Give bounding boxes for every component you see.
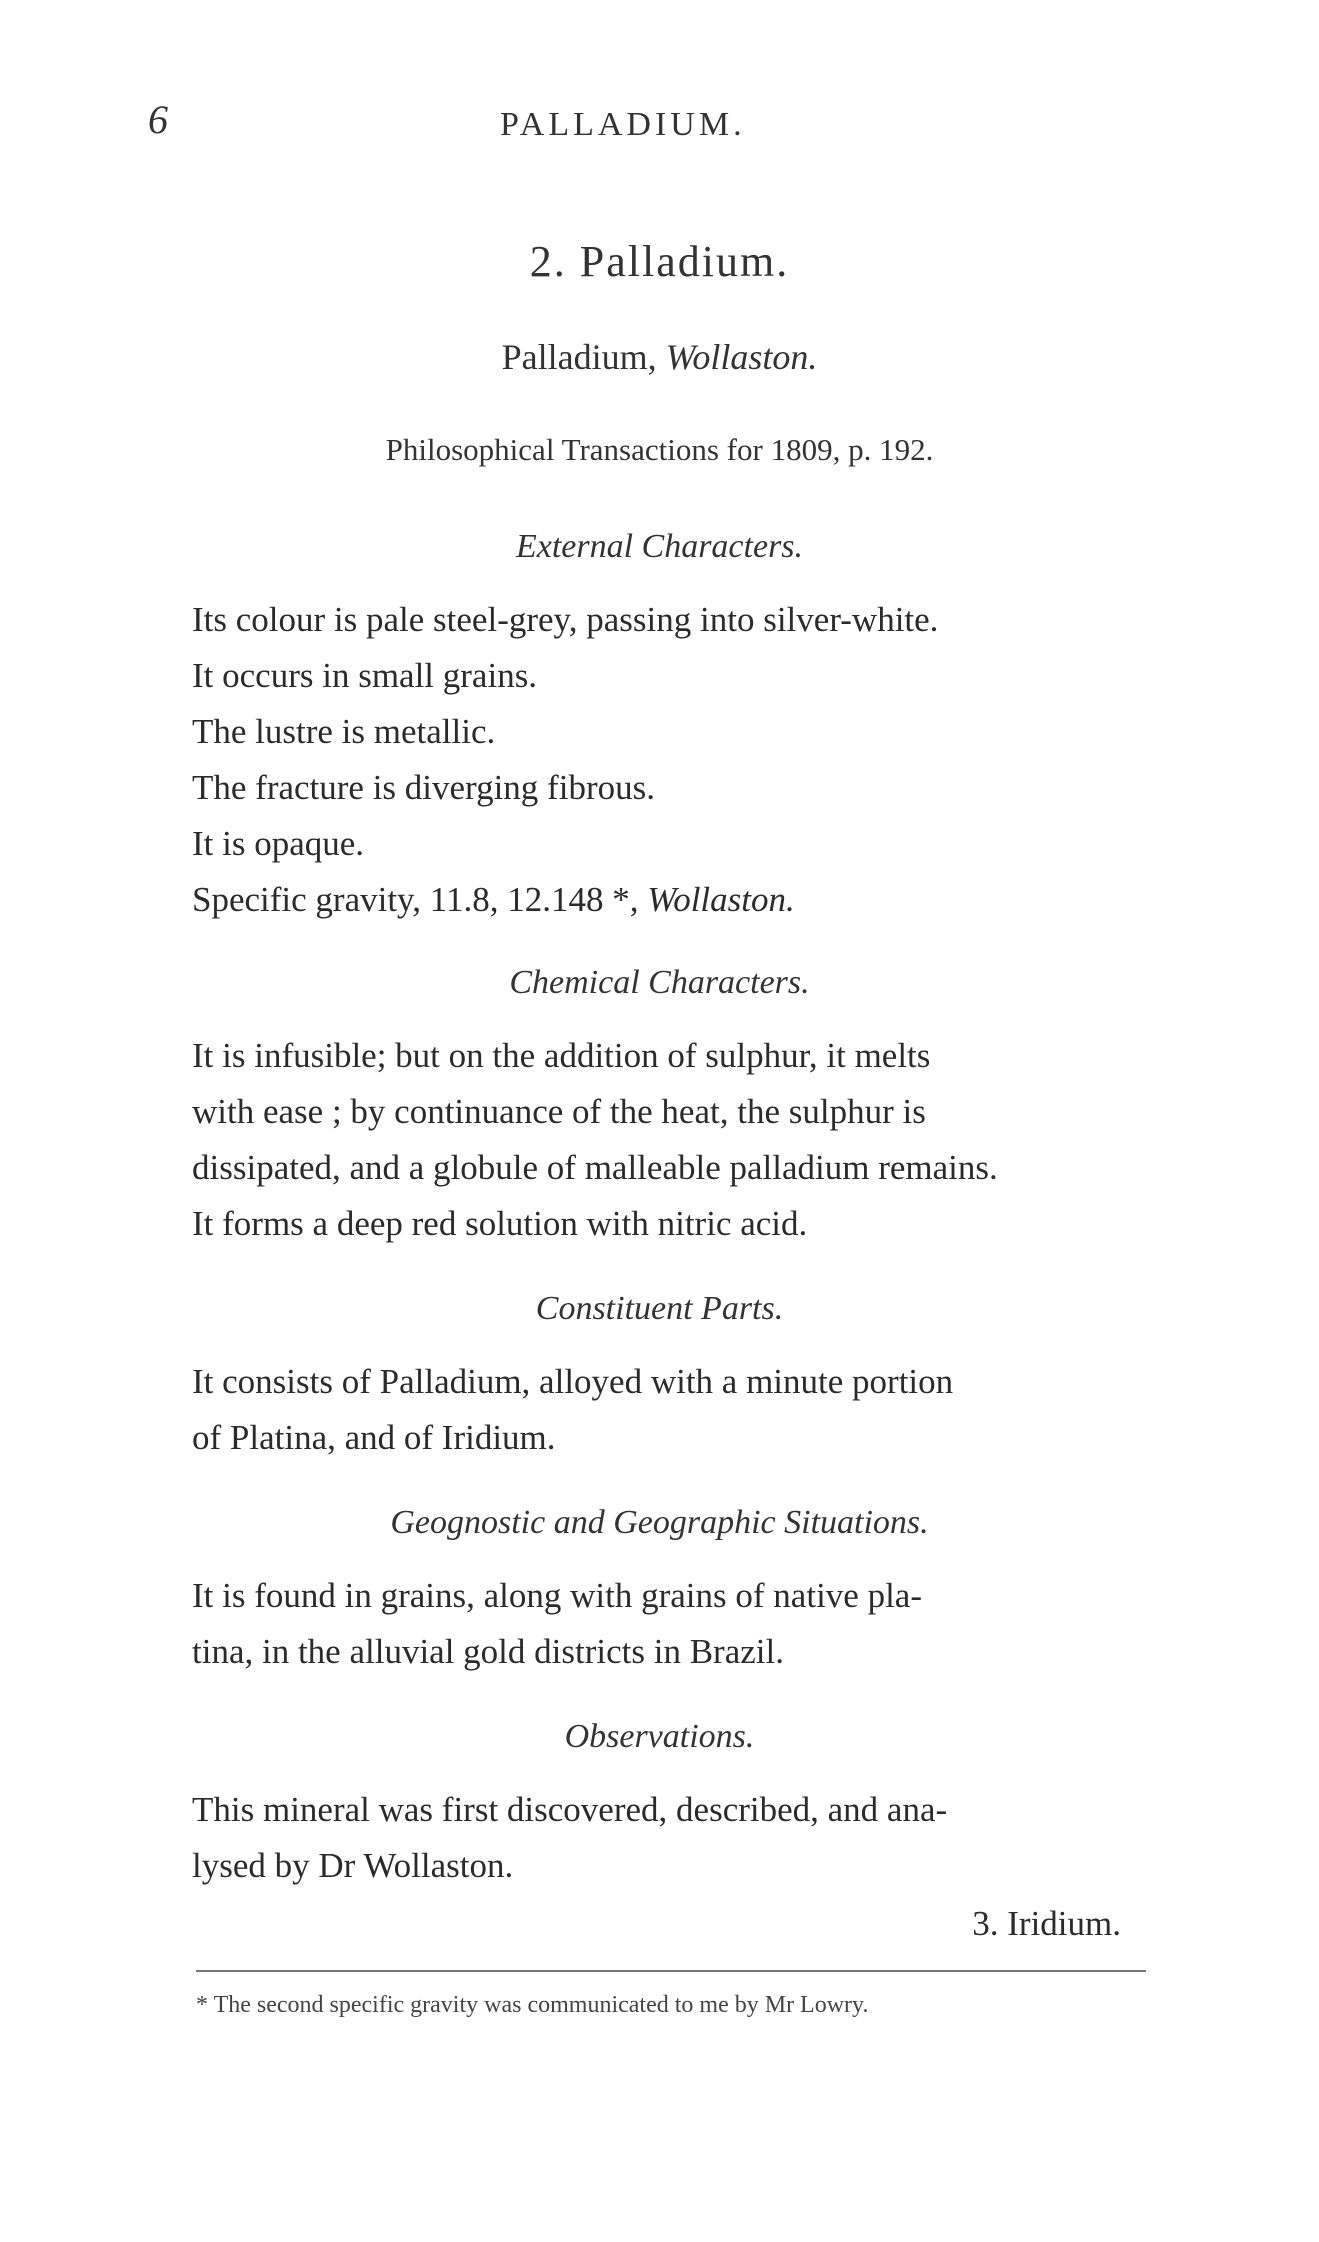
chemical-heading: Chemical Characters.	[509, 964, 810, 1001]
constituent-line: of Platina, and of Iridium.	[192, 1418, 556, 1457]
observations-heading: Observations.	[564, 1718, 755, 1755]
external-heading: External Characters.	[515, 528, 804, 565]
external-line: It is opaque.	[192, 824, 365, 863]
external-line: It occurs in small grains.	[192, 656, 538, 695]
geognostic-heading: Geognostic and Geographic Situations.	[390, 1504, 929, 1541]
footnote-divider	[196, 1970, 1146, 1972]
chemical-line: It forms a deep red solution with nitric acid.	[192, 1204, 808, 1243]
geognostic-line: tina, in the alluvial gold districts in Brazil.	[192, 1632, 784, 1671]
catchword: 3. Iridium.	[972, 1904, 1121, 1943]
observations-line: This mineral was first discovered, described, and ana-	[192, 1790, 948, 1829]
external-gravity-line	[192, 880, 795, 920]
external-line: The fracture is diverging fibrous.	[192, 768, 655, 807]
geognostic-line: It is found in grains, along with grains of native pla-	[192, 1576, 922, 1615]
entry-synonym	[0, 336, 1319, 378]
external-line: The lustre is metallic.	[192, 712, 496, 751]
page-number: 6	[148, 97, 168, 142]
entry-reference: Philosophical Transactions for 1809, p. 192.	[385, 432, 934, 467]
footnote: * The second specific gravity was communicated to me by Mr Lowry.	[196, 1992, 869, 2018]
gravity-author: Wollaston.	[647, 880, 795, 919]
chemical-line: It is infusible; but on the addition of sulphur, it melts	[192, 1036, 931, 1075]
observations-line: lysed by Dr Wollaston.	[192, 1846, 514, 1885]
constituent-heading: Constituent Parts.	[535, 1290, 784, 1327]
synonym-author: Wollaston.	[665, 337, 818, 377]
chemical-line: dissipated, and a globule of malleable palladium remains.	[192, 1148, 998, 1187]
running-head: PALLADIUM.	[500, 106, 746, 143]
constituent-line: It consists of Palladium, alloyed with a minute portion	[192, 1362, 954, 1401]
synonym-name: Palladium,	[501, 337, 666, 377]
chemical-line: with ease ; by continuance of the heat, the sulphur is	[192, 1092, 926, 1131]
gravity-text: Specific gravity, 11.8, 12.148 *,	[192, 880, 648, 919]
external-line: Its colour is pale steel-grey, passing into silver-white.	[192, 600, 939, 639]
entry-title: 2. Palladium.	[529, 237, 790, 286]
